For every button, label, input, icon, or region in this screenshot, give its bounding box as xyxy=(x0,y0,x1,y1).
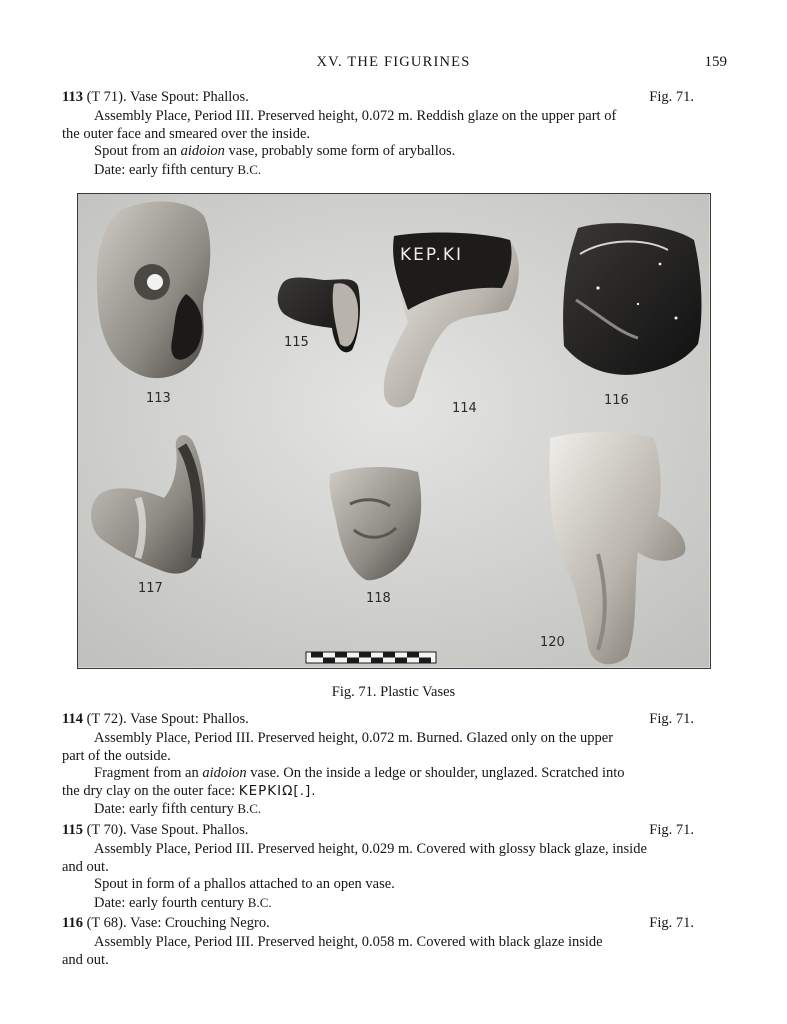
entry-114-description-line1: Assembly Place, Period III. Preserved height, 0.072 m. Burned. Glazed only on the upper xyxy=(94,730,614,746)
label-117: 117 xyxy=(138,581,163,596)
entry-title: Vase Spout: Phallos. xyxy=(129,89,249,105)
figure-reference: Fig. 71. xyxy=(649,822,694,838)
entry-113-description-line1: Assembly Place, Period III. Preserved height, 0.072 m. Reddish glaze on the upper part of xyxy=(94,108,617,124)
note-text: vase, probably some form of aryballos. xyxy=(224,143,456,159)
note-emphasis: aidoion xyxy=(202,765,247,781)
entry-114-description-line2: part of the outside. xyxy=(62,747,171,764)
figure-71-photograph xyxy=(77,193,711,669)
greek-inscription: ΚΕΡΚΙΩ[.]. xyxy=(238,782,317,799)
scale-bar xyxy=(306,652,436,663)
fragment-116-image xyxy=(563,223,701,375)
note-emphasis: aidoion xyxy=(180,143,225,159)
entry-title: Vase Spout. Phallos. xyxy=(129,822,249,838)
label-116: 116 xyxy=(604,393,629,408)
entry-title: Vase: Crouching Negro. xyxy=(129,915,270,931)
figure-reference: Fig. 71. xyxy=(649,89,694,105)
page-number: 159 xyxy=(704,54,727,70)
note-text: Spout from an xyxy=(94,143,181,159)
inventory-ref: (T 71). xyxy=(86,89,127,105)
note-text: the dry clay on the outer face: xyxy=(62,782,239,799)
date-era: B.C. xyxy=(247,894,272,910)
chapter-title: XV. THE FIGURINES xyxy=(316,54,471,70)
entry-115-description-line1: Assembly Place, Period III. Preserved height, 0.029 m. Covered with glossy black glaze, inside xyxy=(94,841,647,857)
entry-114-note-line2 xyxy=(62,783,726,801)
date-era: B.C. xyxy=(237,801,262,816)
entry-116-description-line1: Assembly Place, Period III. Preserved height, 0.058 m. Covered with black glaze inside xyxy=(94,934,603,950)
entry-number: 114 xyxy=(62,711,83,727)
entry-number: 115 xyxy=(62,822,83,838)
fragment-113-image xyxy=(97,201,210,378)
entry-115-date xyxy=(94,894,726,913)
entry-116-heading xyxy=(62,915,724,934)
entry-115-note: Spout in form of a phallos attached to an open vase. xyxy=(94,876,395,892)
date-text: Date: early fourth century xyxy=(94,894,248,911)
entry-title: Vase Spout: Phallos. xyxy=(129,711,249,727)
scratched-inscription: KEP.KI xyxy=(400,245,464,265)
entry-114-note-line1 xyxy=(94,765,726,783)
date-text: Date: early fifth century xyxy=(94,161,238,178)
entry-113-description-line2: the outer face and smeared over the inside. xyxy=(62,125,311,142)
figure-reference: Fig. 71. xyxy=(649,915,694,931)
label-120: 120 xyxy=(540,635,565,650)
entry-113-heading xyxy=(62,89,724,108)
running-head xyxy=(0,54,787,74)
date-text: Date: early fifth century xyxy=(94,801,238,817)
label-113: 113 xyxy=(146,391,171,406)
label-114: 114 xyxy=(452,401,477,416)
entry-113-date xyxy=(94,161,726,180)
figure-reference: Fig. 71. xyxy=(649,711,694,727)
entry-114-date xyxy=(94,800,726,819)
note-text: vase. On the inside a ledge or shoulder, unglazed. Scratched into xyxy=(246,765,625,781)
label-118: 118 xyxy=(366,591,391,606)
entry-115-heading xyxy=(62,822,724,841)
note-text: Fragment from an xyxy=(94,765,203,781)
entry-number: 116 xyxy=(62,915,83,931)
entry-number: 113 xyxy=(62,89,83,105)
figure-caption: Fig. 71. Plastic Vases xyxy=(331,684,456,700)
entry-114-heading xyxy=(62,711,724,730)
date-era: B.C. xyxy=(237,161,262,177)
label-115: 115 xyxy=(284,335,309,350)
entry-115-description-line2: and out. xyxy=(62,858,109,875)
entry-113-note xyxy=(94,143,726,161)
inventory-ref: (T 72). xyxy=(86,711,127,727)
inventory-ref: (T 68). xyxy=(86,915,127,931)
inventory-ref: (T 70). xyxy=(86,822,127,838)
entry-116-description-line2: and out. xyxy=(62,951,109,968)
